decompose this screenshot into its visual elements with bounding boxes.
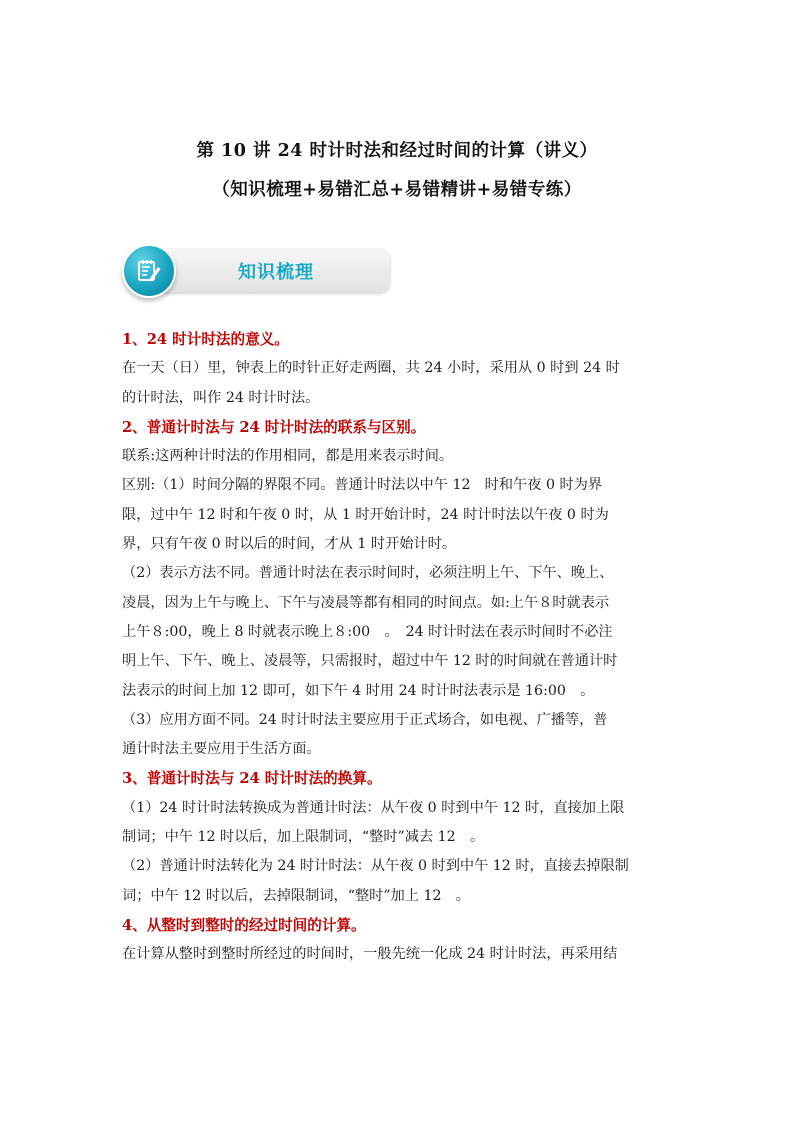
document-body — [122, 325, 677, 970]
banner-badge — [122, 244, 176, 298]
paragraph-line: （1）24 时计时法转换成为普通计时法：从午夜 0 时到中午 12 时，直接加上限 — [122, 799, 625, 816]
notepad-pen-icon — [136, 258, 162, 284]
section-heading: 4、从整时到整时的经过时间的计算。 — [122, 916, 366, 934]
paragraph-line: （2）表示方法不同。普通计时法在表示时间时，必须注明上午、下午、晚上、 — [122, 565, 614, 582]
paragraph-line: 联系:这两种计时法的作用相同，都是用来表示时间。 — [122, 448, 454, 465]
paragraph-line: 上午８:00，晚上 8 时就表示晚上８:00 。 24 时计时法在表示时间时不必注 — [122, 623, 613, 640]
section-heading: 3、普通计时法与 24 时计时法的换算。 — [122, 770, 382, 788]
paragraph-line: 明上午、下午、晚上、凌晨等，只需报时，超过中午 12 时的时间就在普通计时 — [122, 653, 618, 670]
paragraph-line: 在计算从整时到整时所经过的时间时，一般先统一化成 24 时计时法，再采用结 — [122, 946, 618, 963]
page-title: 第 10 讲 24 时计时法和经过时间的计算（讲义） — [196, 141, 598, 161]
paragraph-line: （2）普通计时法转化为 24 时计时法：从午夜 0 时到中午 12 时，直接去掉限制 — [122, 858, 629, 875]
section-banner — [122, 244, 390, 298]
paragraph-line: 限，过中午 12 时和午夜 0 时，从 1 时开始计时，24 时计时法以午夜 0 时为 — [122, 506, 609, 523]
banner-label: 知识梳理 — [238, 262, 314, 283]
paragraph-line: （3）应用方面不同。24 时计时法主要应用于正式场合，如电视、广播等，普 — [122, 711, 608, 728]
paragraph-line: 在一天（日）里，钟表上的时针正好走两圈，共 24 小时，采用从 0 时到 24 时 — [122, 360, 620, 377]
section-heading: 1、24 时计时法的意义。 — [122, 331, 289, 348]
paragraph-line: 制词；中午 12 时以后，加上限制词，“整时”减去 12 。 — [122, 829, 485, 846]
paragraph-line: 的计时法，叫作 24 时计时法。 — [122, 389, 320, 406]
paragraph-line: 法表示的时间上加 12 即可，如下午 4 时用 24 时计时法表示是 16:00 。 — [122, 682, 595, 699]
page-subtitle: （知识梳理+易错汇总+易错精讲+易错专练） — [212, 180, 582, 200]
paragraph-line: 凌晨，因为上午与晚上、下午与凌晨等都有相同的时间点。如:上午８时就表示 — [122, 594, 610, 611]
paragraph-line: 词；中午 12 时以后，去掉限制词，“整时”加上 12 。 — [122, 887, 470, 904]
paragraph-line: 通计时法主要应用于生活方面。 — [122, 741, 321, 758]
paragraph-line: 界，只有午夜 0 时以后的时间，才从 1 时开始计时。 — [122, 536, 457, 553]
section-heading: 2、普通计时法与 24 时计时法的联系与区别。 — [122, 418, 426, 436]
paragraph-line: 区别:（1）时间分隔的界限不同。普通计时法以中午 12 时和午夜 0 时为界 — [122, 477, 603, 494]
